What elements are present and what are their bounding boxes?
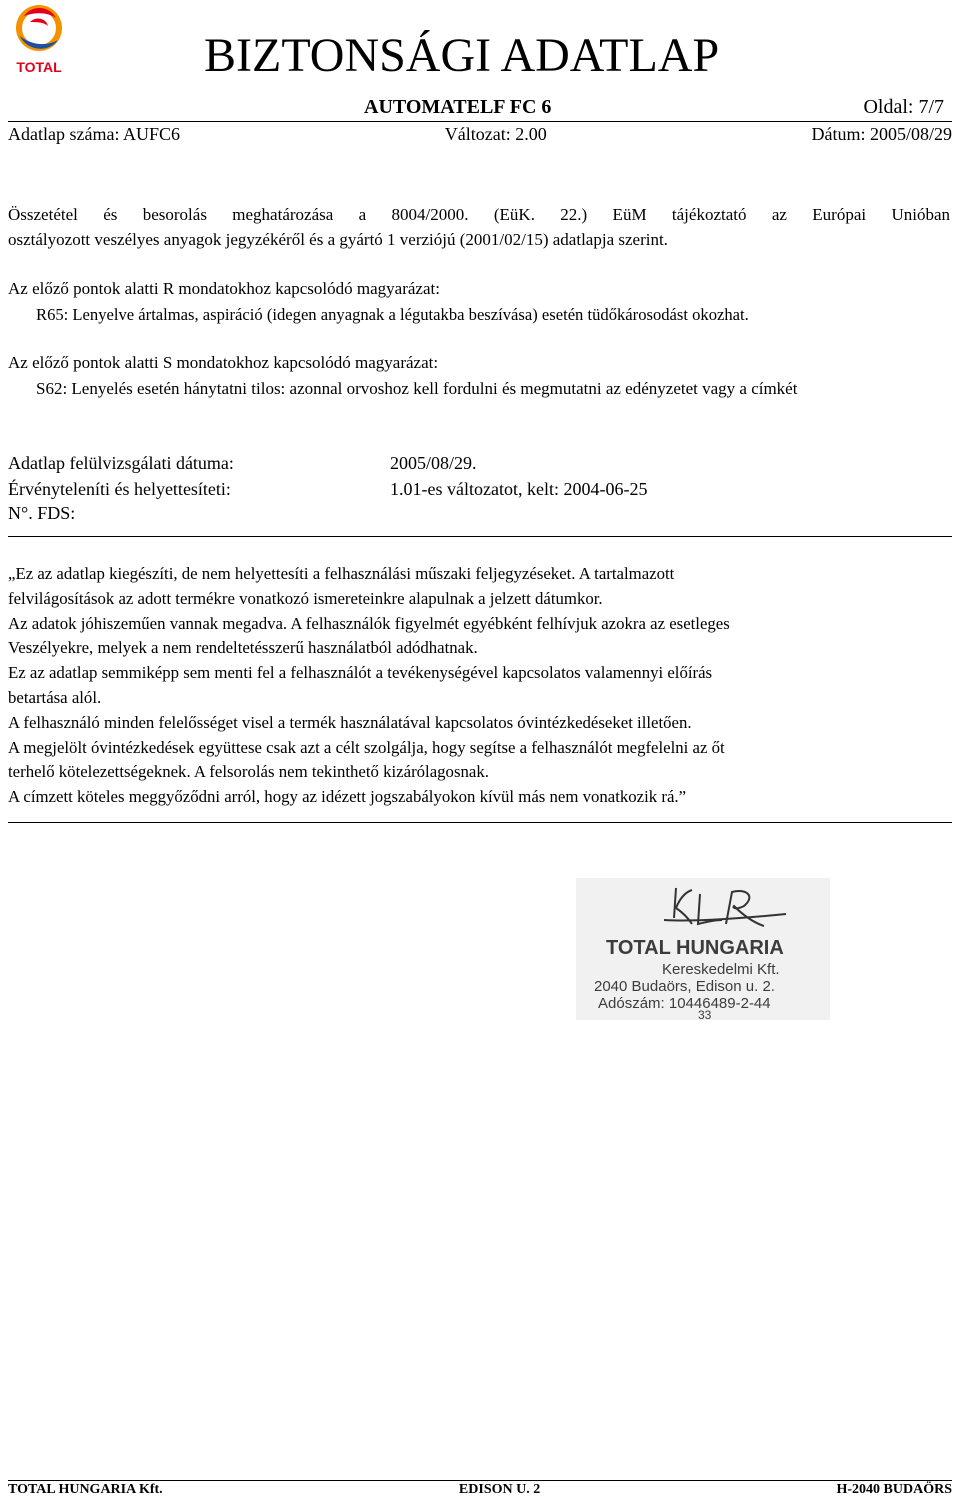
- disclaimer: [8, 562, 950, 810]
- footer: [8, 1482, 952, 1498]
- footer-company: TOTAL HUNGARIA Kft.: [8, 1482, 163, 1497]
- disclaimer-bottom-rule: [8, 822, 952, 823]
- composition-line-2: osztályozott veszélyes anyagok jegyzékéről és a gyártó 1 verziójú (2001/02/15) adatlapja szerint.: [8, 230, 668, 249]
- total-logo-icon: [8, 2, 70, 78]
- review-date-label: Adatlap felülvizsgálati dátuma:: [8, 453, 234, 473]
- r65-phrase: R65: Lenyelve ártalmas, aspiráció (idegen anyagnak a légutakba beszívása) esetén tüdőkárosodást okozhat.: [36, 305, 749, 324]
- footer-street: EDISON U. 2: [458, 1482, 541, 1497]
- s62-phrase: S62: Lenyelés esetén hánytatni tilos: azonnal orvoshoz kell fordulni és megmutatni az edényzetet vagy a címkét: [36, 379, 798, 398]
- replaces-value: 1.01-es változatot, kelt: 2004-06-25: [390, 479, 648, 499]
- product-name: AUTOMATELF FC 6: [364, 96, 552, 118]
- disclaimer-line: terhelő kötelezettségeknek. A felsorolás nem tekinthető kizárólagosnak.: [8, 762, 489, 782]
- disclaimer-line: Veszélyekre, melyek a nem rendeltetésszerű használatból adódhatnak.: [8, 638, 478, 658]
- composition-paragraph: [8, 202, 950, 252]
- stamp-tax-id: Adószám: 10446489-2-44: [598, 995, 771, 1012]
- date: Dátum: 2005/08/29: [811, 124, 952, 144]
- disclaimer-line: A megjelölt óvintézkedések együttese csak azt a célt szolgálja, hogy segítse a felhasználót megfelelni az őt: [8, 737, 725, 757]
- page-number: Oldal: 7/7: [863, 96, 944, 118]
- fds-label: N°. FDS:: [8, 503, 76, 523]
- composition-line-1: Összetétel és besorolás meghatározása a 8004/2000. (EüK. 22.) EüM tájékoztató az Európai Unióban: [8, 205, 950, 224]
- company-stamp: [576, 878, 830, 1020]
- stamp-company: TOTAL HUNGARIA: [606, 937, 784, 959]
- disclaimer-line: felvilágosítások az adott termékre vonatkozó ismereteinkre alapulnak a jelzett dátumkor.: [8, 588, 603, 608]
- review-date-row: [8, 450, 950, 476]
- header-rule: [8, 121, 952, 122]
- disclaimer-line: A címzett köteles meggyőződni arról, hogy az idézett jogszabályokon kívül más nem vonatkozik rá.”: [8, 787, 687, 807]
- disclaimer-line: betartása alól.: [8, 687, 102, 707]
- logo-text: TOTAL: [16, 59, 62, 75]
- total-logo: [8, 2, 70, 78]
- disclaimer-line: A felhasználó minden felelősséget visel a termék használatával kapcsolatos óvintézkedéseket illetően.: [8, 712, 692, 732]
- disclaimer-top-rule: [8, 536, 952, 537]
- stamp-address: 2040 Budaörs, Edison u. 2.: [594, 978, 775, 995]
- header-meta-row: [8, 124, 952, 145]
- stamp-image: [576, 878, 830, 1020]
- disclaimer-line: „Ez az adatlap kiegészíti, de nem helyettesíti a felhasználási műszaki feljegyzéseket. A tartalmazott: [8, 564, 675, 583]
- sheet-number: Adatlap száma: AUFC6: [8, 124, 180, 144]
- r-phrases-heading: Az előző pontok alatti R mondatokhoz kapcsolódó magyarázat:: [8, 279, 440, 298]
- footer-rule: [8, 1480, 952, 1481]
- replaces-label: Érvényteleníti és helyettesíteti:: [8, 479, 231, 499]
- footer-city: H-2040 BUDAÖRS: [836, 1482, 952, 1497]
- disclaimer-line: Az adatok jóhiszeműen vannak megadva. A felhasználók figyelmét egyébként felhívjuk azokra az esetleges: [8, 613, 730, 633]
- disclaimer-line: Ez az adatlap semmiképp sem menti fel a felhasználót a tevékenységével kapcsolatos valamennyi előírás: [8, 663, 713, 683]
- review-date-value: 2005/08/29.: [390, 453, 477, 473]
- version: Változat: 2.00: [444, 124, 547, 144]
- stamp-company-type: Kereskedelmi Kft.: [662, 961, 780, 978]
- s-phrases-heading: Az előző pontok alatti S mondatokhoz kapcsolódó magyarázat:: [8, 353, 439, 372]
- document-title: BIZTONSÁGI ADATLAP: [204, 29, 720, 82]
- stamp-number: 33: [698, 1008, 712, 1020]
- replaces-row: [8, 476, 950, 502]
